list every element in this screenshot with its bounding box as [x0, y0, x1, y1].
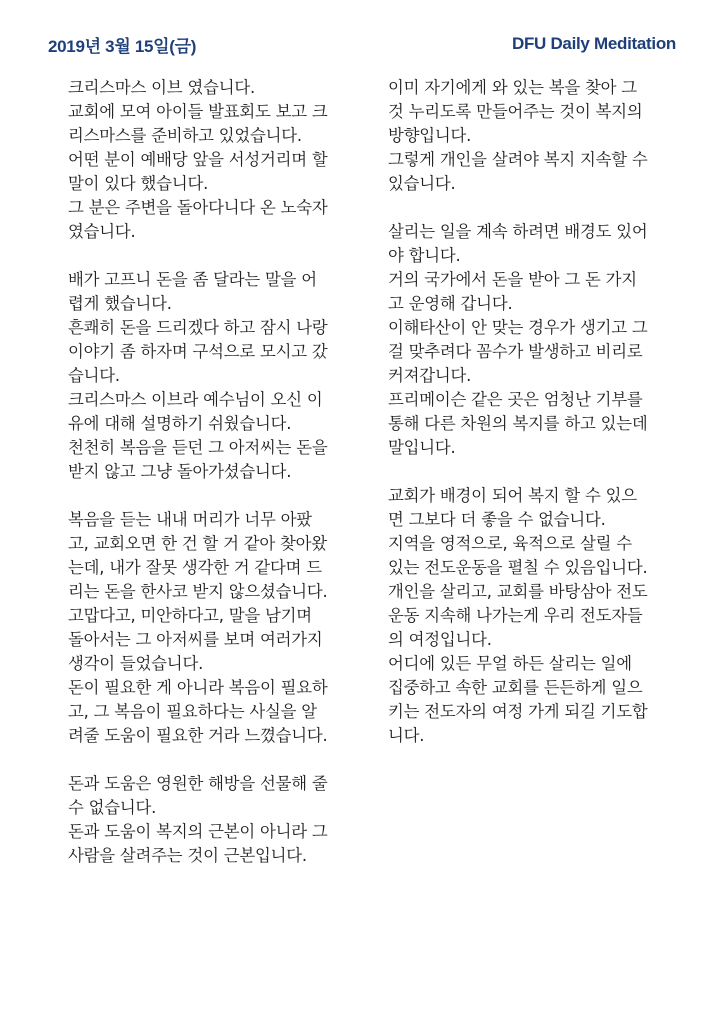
text-line: 생각이 들었습니다. [68, 654, 204, 673]
text-line: 키는 전도자의 여정 가게 되길 기도합 [388, 702, 648, 721]
text-line: 돈과 도움이 복지의 근본이 아니라 그 [68, 822, 328, 841]
text-line: 고 운영해 갑니다. [388, 294, 513, 313]
paragraph [68, 508, 368, 748]
text-line: 리스마스를 준비하고 있었습니다. [68, 126, 302, 145]
text-line: 려줄 도움이 필요한 거라 느꼈습니다. [68, 726, 328, 745]
text-line: 크리스마스 이브 였습니다. [68, 78, 255, 97]
text-line: 천천히 복음을 듣던 그 아저씨는 돈을 [68, 438, 328, 457]
page-header [48, 30, 676, 58]
text-line: 렵게 했습니다. [68, 294, 172, 313]
text-line: 흔쾌히 돈을 드리겠다 하고 잠시 나랑 [68, 318, 328, 337]
text-line: 말이 있다 했습니다. [68, 174, 209, 193]
text-line: 있습니다. [388, 174, 456, 193]
text-line: 사람을 살려주는 것이 근본입니다. [68, 846, 307, 865]
text-line: 크리스마스 이브라 예수님이 오신 이 [68, 390, 323, 409]
text-line: 야 합니다. [388, 246, 461, 265]
text-line: 그 분은 주변을 돌아다니다 온 노숙자 [68, 198, 328, 217]
text-line: 말입니다. [388, 438, 456, 457]
text-line: 복음을 듣는 내내 머리가 너무 아팠 [68, 510, 312, 529]
text-line: 개인을 살리고, 교회를 바탕삼아 전도 [388, 582, 648, 601]
text-line: 운동 지속해 나가는게 우리 전도자들 [388, 606, 643, 625]
text-line: 습니다. [68, 366, 120, 385]
text-line: 이해타산이 안 맞는 경우가 생기고 그 [388, 318, 648, 337]
text-line: 교회가 배경이 되어 복지 할 수 있으 [388, 486, 637, 505]
text-line: 방향입니다. [388, 126, 472, 145]
text-line: 거의 국가에서 돈을 받아 그 돈 가지 [388, 270, 637, 289]
text-line: 것 누리도록 만들어주는 것이 복지의 [388, 102, 643, 121]
text-line: 고, 그 복음이 필요하다는 사실을 알 [68, 702, 317, 721]
text-line: 걸 맞추려다 꼼수가 발생하고 비리로 [388, 342, 643, 361]
text-line: 의 여정입니다. [388, 630, 492, 649]
paragraph [68, 76, 368, 244]
text-line: 살리는 일을 계속 하려면 배경도 있어 [388, 222, 648, 241]
text-line: 돈이 필요한 게 아니라 복음이 필요하 [68, 678, 328, 697]
text-line: 고, 교회오면 한 건 할 거 같아 찾아왔 [68, 534, 327, 553]
text-line: 교회에 모여 아이들 발표회도 보고 크 [68, 102, 328, 121]
text-line: 배가 고프니 돈을 좀 달라는 말을 어 [68, 270, 317, 289]
text-line: 통해 다른 차원의 복지를 하고 있는데 [388, 414, 648, 433]
text-line: 어떤 분이 예배당 앞을 서성거리며 할 [68, 150, 328, 169]
text-line: 돈과 도움은 영원한 해방을 선물해 줄 [68, 774, 328, 793]
text-line: 수 없습니다. [68, 798, 157, 817]
text-line: 어디에 있든 무얼 하든 살리는 일에 [388, 654, 632, 673]
text-line: 는데, 내가 잘못 생각한 거 같다며 드 [68, 558, 322, 577]
text-line: 니다. [388, 726, 425, 745]
text-line: 이미 자기에게 와 있는 복을 찾아 그 [388, 78, 637, 97]
text-line: 유에 대해 설명하기 쉬웠습니다. [68, 414, 292, 433]
text-line: 그렇게 개인을 살려야 복지 지속할 수 [388, 150, 648, 169]
body-columns [68, 76, 688, 892]
text-line: 지역을 영적으로, 육적으로 살릴 수 [388, 534, 632, 553]
text-line: 면 그보다 더 좋을 수 없습니다. [388, 510, 606, 529]
text-line: 프리메이슨 같은 곳은 엄청난 기부를 [388, 390, 643, 409]
paragraph [68, 772, 368, 868]
paragraph [388, 484, 688, 748]
paragraph [68, 268, 368, 484]
text-line: 돌아서는 그 아저씨를 보며 여러가지 [68, 630, 323, 649]
text-line: 커져갑니다. [388, 366, 472, 385]
right-column [388, 76, 688, 892]
paragraph [388, 220, 688, 460]
left-column [68, 76, 368, 892]
text-line: 리는 돈을 한사코 받지 않으셨습니다. [68, 582, 328, 601]
paragraph [388, 76, 688, 196]
header-date: 2019년 3월 15일(금) [48, 36, 197, 56]
text-line: 있는 전도운동을 펼칠 수 있음입니다. [388, 558, 648, 577]
text-line: 였습니다. [68, 222, 136, 241]
text-line: 고맙다고, 미안하다고, 말을 남기며 [68, 606, 312, 625]
text-line: 집중하고 속한 교회를 든든하게 일으 [388, 678, 643, 697]
header-title: DFU Daily Meditation [511, 34, 676, 53]
text-line: 이야기 좀 하자며 구석으로 모시고 갔 [68, 342, 328, 361]
text-line: 받지 않고 그냥 돌아가셨습니다. [68, 462, 292, 481]
